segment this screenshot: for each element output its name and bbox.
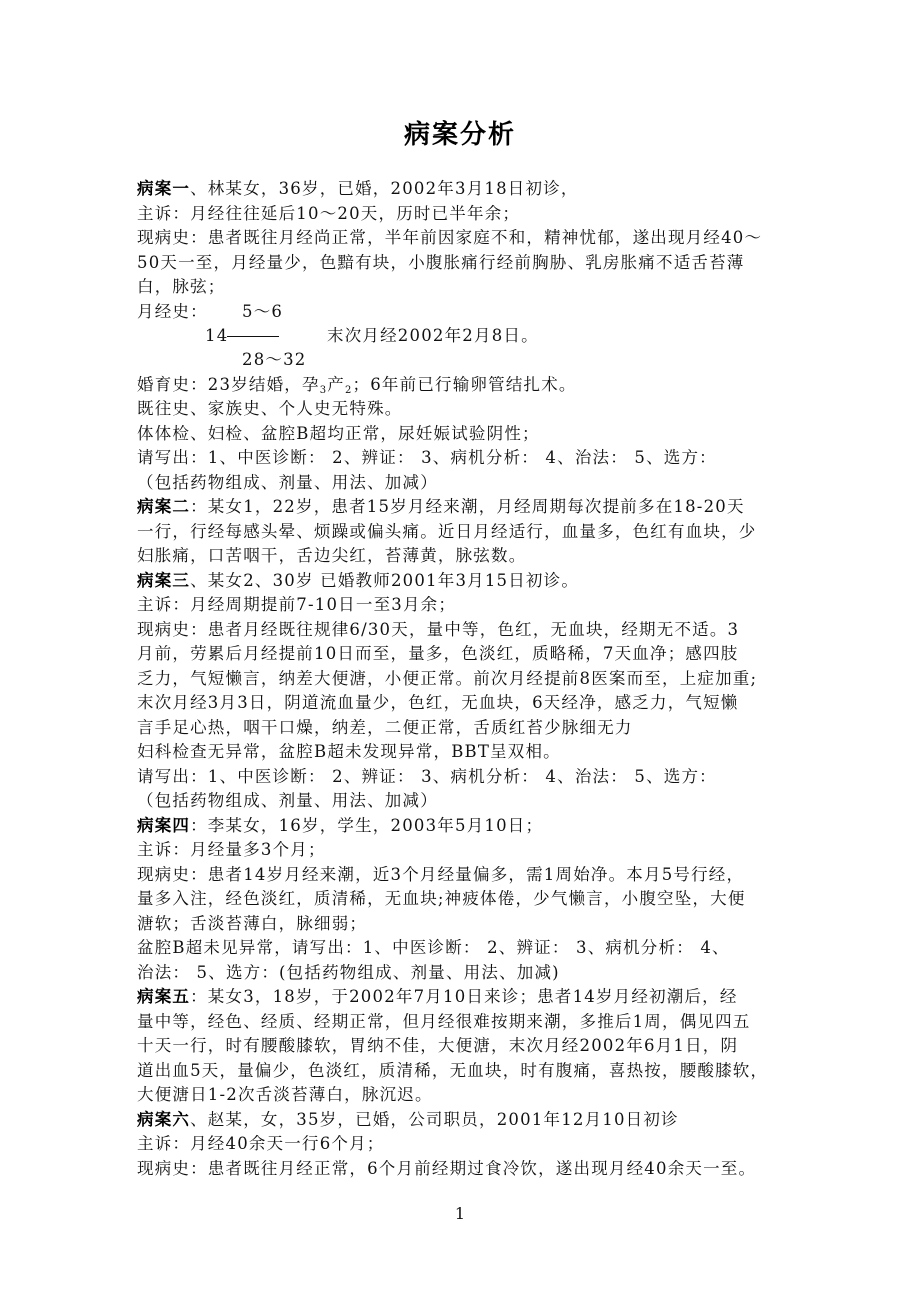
case-text: 、赵某，女，35岁，已婚，公司职员，2001年12月10日初诊	[190, 1109, 679, 1129]
text-line: 溏软；舌淡苔薄白，脉细弱；	[137, 913, 368, 933]
text-line: 现病史：患者14岁月经来潮，近3个月经量偏多，需1周始净。本月5号行经，	[137, 864, 745, 884]
text-line: 现病史：患者既往月经正常，6个月前经期过食冷饮，遂出现月经40余天一至。	[137, 1158, 757, 1178]
case6-header	[137, 1108, 797, 1133]
text-line: 月前，劳累后月经提前10日而至，量多，色淡红，质略稀，7天血净；感四肢	[137, 644, 739, 663]
text-line: 白，脉弦；	[137, 277, 226, 296]
marital-history	[137, 373, 797, 398]
text-line: （包括药物组成、剂量、用法、加减）	[137, 791, 438, 810]
case4-header	[137, 814, 797, 839]
para-count: 2	[344, 384, 353, 396]
question-line: 请写出：1、中医诊断： 2、辨证： 3、病机分析： 4、治法： 5、选方：	[137, 766, 717, 786]
menstrual-history-formula	[137, 300, 797, 373]
para-label: 产	[327, 374, 345, 394]
page-title: 病案分析	[403, 120, 516, 150]
text-line: 主诉：月经量多3个月；	[137, 840, 326, 859]
question-line: 盆腔B超未见异常，请写出：1、中医诊断： 2、辨证： 3、病机分析： 4、	[137, 938, 730, 957]
text-line: 主诉：月经周期提前7-10日一至3月余；	[137, 595, 457, 614]
gravida-count: 3	[319, 384, 328, 396]
case-text: 、林某女，36岁，已婚，2002年3月18日初诊，	[190, 179, 579, 198]
case-label: 病案二	[137, 497, 191, 516]
text-line: 末次月经3月3日，阴道流血量少，色红，无血块，6天经净，感乏力，气短懒	[137, 693, 739, 712]
text-line: 量多入注，经色淡红，质清稀，无血块;神疲体倦，少气懒言，小腹空坠，大便	[137, 889, 746, 908]
case1-header	[137, 177, 797, 202]
marital-text: 婚育史：23岁结婚，孕	[137, 374, 320, 394]
text-line: 现病史：患者既往月经尚正常，半年前因家庭不和，精神忧郁，遂出现月经40～	[137, 228, 763, 247]
fraction-bar	[227, 336, 279, 337]
last-period: 末次月经2002年2月8日。	[327, 325, 539, 345]
text-line: 既往史、家族史、个人史无特殊。	[137, 399, 403, 418]
cycle-length: 28～32	[242, 349, 307, 369]
case-label: 病案六	[137, 1109, 191, 1129]
case3-header	[137, 569, 797, 594]
case-label: 病案五	[137, 987, 191, 1006]
case-label: 病案三	[137, 570, 191, 590]
text-line: 现病史：患者月经既往规律6/30天，量中等，色红，无血块，经期无不适。3	[137, 619, 740, 639]
text-line: 妇胀痛，口苦咽干，舌边尖红，苔薄黄，脉弦数。	[137, 546, 527, 565]
marital-text: ；6年前已行输卵管结扎术。	[352, 374, 577, 394]
case5-header	[137, 985, 797, 1010]
case-label: 病案四	[137, 815, 191, 835]
text-line: 量中等，经色、经质、经期正常，但月经很难按期来潮，多推后1周，偶见四五	[137, 1011, 751, 1031]
text-line: 主诉：月经40余天一行6个月；	[137, 1134, 385, 1153]
text-line: 大便溏日1-2次舌淡苔薄白，脉沉迟。	[137, 1085, 433, 1104]
document-body	[137, 177, 797, 1181]
text-line: 体体检、妇检、盆腔B超均正常，尿妊娠试验阴性；	[137, 423, 540, 443]
text-line: 50天一至，月经量少，色黯有块，小腹胀痛行经前胸胁、乳房胀痛不适舌苔薄	[137, 252, 745, 272]
page-number: 1	[454, 1204, 466, 1223]
case-text: ：李某女，16岁，学生，2003年5月10日；	[190, 815, 544, 835]
menarche-age: 14	[205, 325, 229, 345]
case-text: ：某女3，18岁，于2002年7月10日来诊；患者14岁月经初潮后，经	[190, 987, 738, 1006]
text-line: 言手足心热，咽干口燥，纳差，二便正常，舌质红苔少脉细无力	[137, 717, 633, 737]
case-label: 病案一	[137, 179, 191, 198]
case-text: ：某女1，22岁，患者15岁月经来潮，月经周期每次提前多在18-20天	[190, 497, 745, 516]
text-line: 治法： 5、选方：(包括药物组成、剂量、用法、加减)	[137, 962, 560, 982]
menstrual-history-label: 月经史：	[137, 301, 208, 321]
text-line: 一行，行经每感头晕、烦躁或偏头痛。近日月经适行，血量多，色红有血块，少	[137, 521, 757, 541]
text-line: 妇科检查无异常，盆腔B超未发现异常，BBT呈双相。	[137, 742, 561, 761]
text-line: 十天一行，时有腰酸膝软，胃纳不佳，大便溏，末次月经2002年6月1日，阴	[137, 1036, 739, 1055]
text-line: 道出血5天，量偏少，色淡红，质清稀，无血块，时有腹痛，喜热按，腰酸膝软，	[137, 1060, 769, 1080]
text-line: 乏力，气短懒言，纳差大便溏，小便正常。前次月经提前8医案而至，上症加重;	[137, 668, 758, 688]
question-line: 请写出：1、中医诊断： 2、辨证： 3、病机分析： 4、治法： 5、选方：	[137, 448, 717, 467]
text-line: 主诉：月经往往延后10～20天，历时已半年余；	[137, 203, 521, 223]
case-text: 、某女2、30岁 已婚教师2001年3月15日初诊。	[190, 570, 580, 590]
period-duration: 5～6	[242, 301, 284, 321]
text-line: （包括药物组成、剂量、用法、加减）	[137, 472, 438, 492]
case2-header	[137, 495, 797, 520]
